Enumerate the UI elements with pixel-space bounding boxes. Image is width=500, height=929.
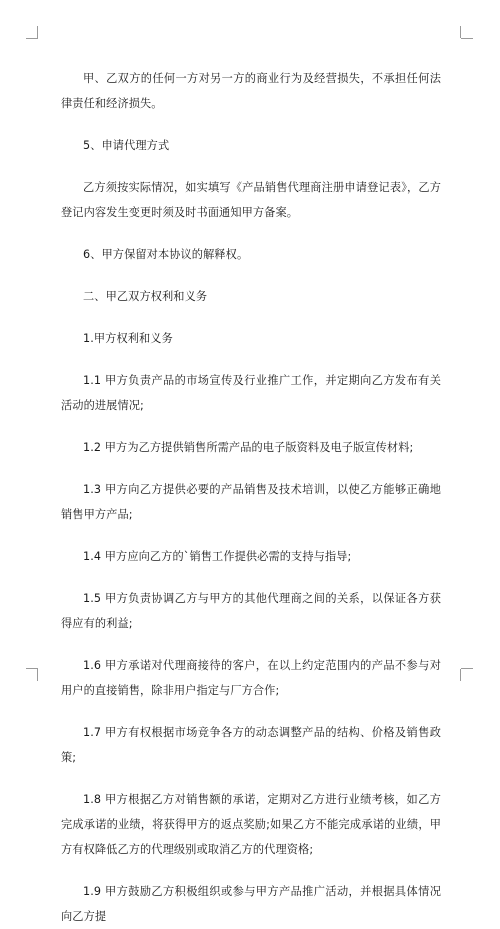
clause-1-5: 1.5 甲方负责协调乙方与甲方的其他代理商之间的关系，以保证各方获得应有的利益; xyxy=(61,592,441,630)
clause-1-9: 1.9 甲方鼓励乙方积极组织或参与甲方产品推广活动，并根据具体情况向乙方提 xyxy=(61,885,441,923)
crop-mark-top-right-horizontal xyxy=(461,38,473,39)
clause-1-3: 1.3 甲方向乙方提供必要的产品销售及技术培训，以使乙方能够正确地销售甲方产品; xyxy=(61,483,441,521)
clause-1-2: 1.2 甲方为乙方提供销售所需产品的电子版资料及电子版宣传材料; xyxy=(83,441,414,454)
crop-mark-top-left-horizontal xyxy=(26,38,38,39)
clause-1-7: 1.7 甲方有权根据市场竞争各方的动态调整产品的结构、价格及销售政策; xyxy=(61,726,441,764)
clause-1-6: 1.6 甲方承诺对代理商接待的客户，在以上约定范围内的产品不参与对用户的直接销售，除非用户指定与厂方合作; xyxy=(61,659,441,697)
clause-1-4: 1.4 甲方应向乙方的`销售工作提供必需的支持与指导; xyxy=(83,550,352,563)
heading-rights-obligations: 二、甲乙双方权利和义务 xyxy=(83,290,208,303)
clause-1-1: 1.1 甲方负责产品的市场宣传及行业推广工作，并定期向乙方发布有关活动的进展情况; xyxy=(61,374,441,412)
crop-mark-bottom-right-horizontal xyxy=(461,668,473,669)
document-body xyxy=(61,66,441,929)
paragraph-registration: 乙方须按实际情况，如实填写《产品销售代理商注册申请登记表》，乙方登记内容发生变更时须及时书面通知甲方备案。 xyxy=(61,181,441,219)
paragraph-liability: 甲、乙双方的任何一方对另一方的商业行为及经营损失，不承担任何法律责任和经济损失。 xyxy=(61,72,441,110)
heading-party-a-rights: 1.甲方权利和义务 xyxy=(83,332,173,345)
crop-mark-bottom-left-vertical xyxy=(37,669,38,681)
crop-mark-top-right-vertical xyxy=(460,26,461,38)
crop-mark-bottom-right-vertical xyxy=(460,669,461,681)
paragraph-interpretation-right: 6、甲方保留对本协议的解释权。 xyxy=(83,248,249,261)
heading-application-method: 5、申请代理方式 xyxy=(83,139,170,152)
crop-mark-top-left-vertical xyxy=(37,26,38,38)
clause-1-8: 1.8 甲方根据乙方对销售额的承诺，定期对乙方进行业绩考核，如乙方完成承诺的业绩，将获得甲方的返点奖励;如果乙方不能完成承诺的业绩，甲方有权降低乙方的代理级别或取消乙方的代理资格; xyxy=(61,793,441,856)
